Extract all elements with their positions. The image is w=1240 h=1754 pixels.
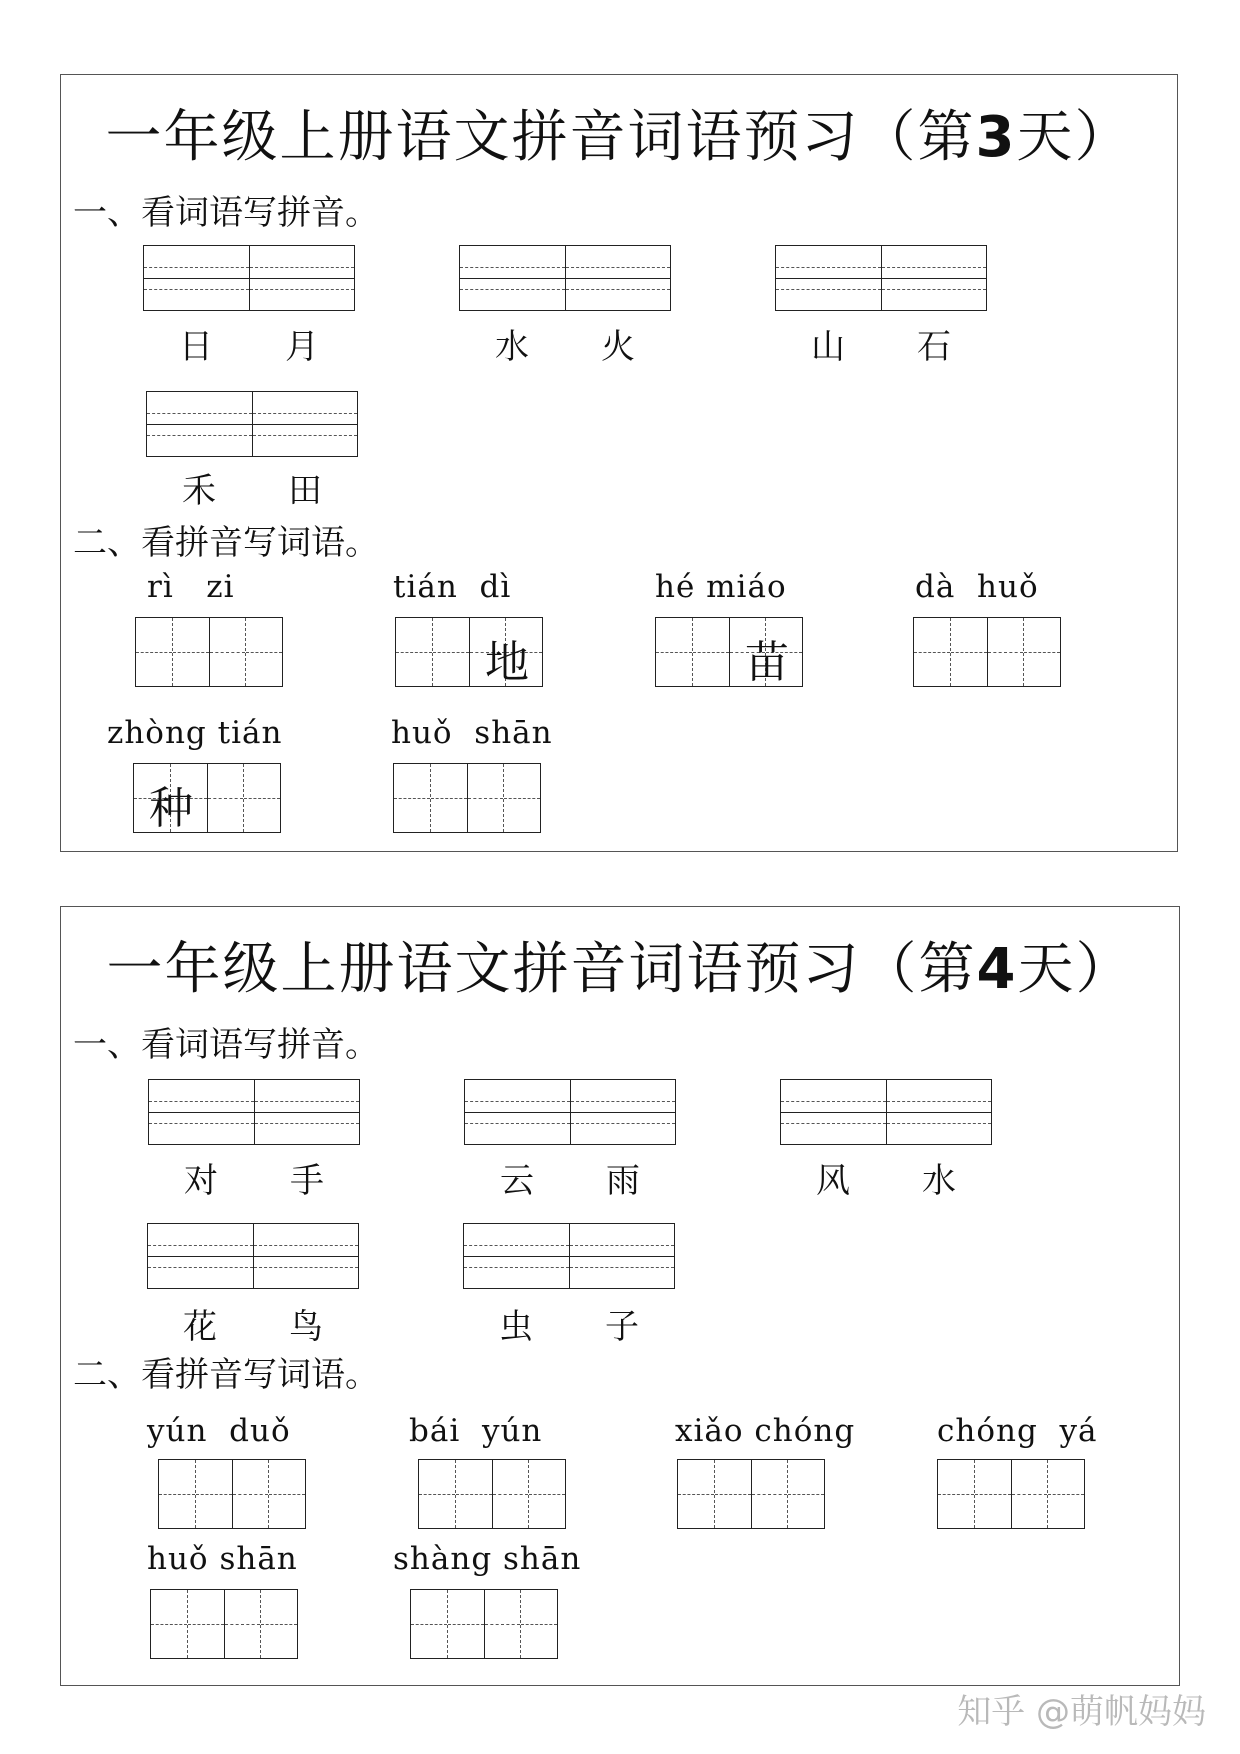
character: 雨 — [606, 1161, 640, 1201]
pinyin-label: chóng yá — [937, 1413, 1098, 1449]
character: 水 — [922, 1161, 956, 1201]
character-writing-grid[interactable] — [913, 617, 1061, 687]
pinyin-label: rì zi — [147, 569, 235, 605]
word-characters — [147, 1299, 359, 1348]
character-writing-grid[interactable] — [418, 1459, 566, 1529]
character-writing-grid[interactable] — [937, 1459, 1085, 1529]
word-characters — [775, 319, 987, 368]
worksheet-title — [61, 93, 1177, 173]
character: 田 — [288, 471, 322, 511]
character: 虫 — [499, 1307, 533, 1347]
character-writing-grid[interactable] — [133, 763, 281, 833]
word-characters — [780, 1153, 992, 1202]
pinyin-writing-grid[interactable] — [147, 1223, 359, 1289]
word-characters — [464, 1153, 676, 1202]
pinyin-writing-grid[interactable] — [775, 245, 987, 311]
prefilled-character: 种 — [149, 783, 193, 834]
day-number: 3 — [975, 105, 1017, 170]
word-characters — [143, 319, 355, 368]
pinyin-label: tián dì — [393, 569, 512, 605]
character: 子 — [605, 1307, 639, 1347]
word-characters — [146, 463, 358, 512]
character: 鸟 — [289, 1307, 323, 1347]
pinyin-label: bái yún — [409, 1413, 543, 1449]
worksheet-day-3 — [60, 74, 1178, 852]
pinyin-label: yún duǒ — [147, 1413, 291, 1449]
prefilled-character: 地 — [485, 637, 529, 688]
character: 火 — [601, 327, 635, 367]
title-suffix: 天） — [1016, 105, 1133, 170]
prefilled-character: 苗 — [745, 637, 789, 688]
character: 石 — [917, 327, 951, 367]
character-writing-grid[interactable] — [677, 1459, 825, 1529]
section-heading-write-words: 二、看拼音写词语。 — [73, 1355, 379, 1395]
character-writing-grid[interactable] — [655, 617, 803, 687]
section-heading-write-pinyin: 一、看词语写拼音。 — [73, 1025, 379, 1065]
pinyin-label: huǒ shān — [147, 1541, 298, 1577]
pinyin-label: zhòng tián — [107, 715, 283, 751]
day-number: 4 — [976, 937, 1018, 1002]
character: 山 — [811, 327, 845, 367]
character: 对 — [184, 1161, 218, 1201]
pinyin-writing-grid[interactable] — [148, 1079, 360, 1145]
word-characters — [459, 319, 671, 368]
pinyin-label: shàng shān — [393, 1541, 582, 1577]
character: 手 — [290, 1161, 324, 1201]
character-writing-grid[interactable] — [158, 1459, 306, 1529]
character-writing-grid[interactable] — [393, 763, 541, 833]
pinyin-writing-grid[interactable] — [146, 391, 358, 457]
pinyin-label: hé miáo — [655, 569, 787, 605]
pinyin-writing-grid[interactable] — [463, 1223, 675, 1289]
title-prefix: 一年级上册语文拼音词语预习（第 — [105, 105, 976, 170]
character: 花 — [183, 1307, 217, 1347]
title-prefix: 一年级上册语文拼音词语预习（第 — [106, 937, 977, 1002]
pinyin-writing-grid[interactable] — [464, 1079, 676, 1145]
character-writing-grid[interactable] — [135, 617, 283, 687]
pinyin-label: dà huǒ — [915, 569, 1039, 605]
character: 日 — [179, 327, 213, 367]
character-writing-grid[interactable] — [150, 1589, 298, 1659]
character: 云 — [500, 1161, 534, 1201]
pinyin-writing-grid[interactable] — [143, 245, 355, 311]
character-writing-grid[interactable] — [395, 617, 543, 687]
character: 月 — [285, 327, 319, 367]
title-suffix: 天） — [1017, 937, 1134, 1002]
character: 禾 — [182, 471, 216, 511]
character: 水 — [495, 327, 529, 367]
worksheet-title — [61, 925, 1179, 1005]
section-heading-write-words: 二、看拼音写词语。 — [73, 523, 379, 563]
section-heading-write-pinyin: 一、看词语写拼音。 — [73, 193, 379, 233]
word-characters — [463, 1299, 675, 1348]
pinyin-label: huǒ shān — [391, 715, 553, 751]
pinyin-label: xiǎo chóng — [675, 1413, 856, 1449]
watermark: 知乎 @萌帆妈妈 — [957, 1692, 1206, 1732]
worksheet-day-4 — [60, 906, 1180, 1686]
pinyin-writing-grid[interactable] — [780, 1079, 992, 1145]
pinyin-writing-grid[interactable] — [459, 245, 671, 311]
character-writing-grid[interactable] — [410, 1589, 558, 1659]
word-characters — [148, 1153, 360, 1202]
character: 风 — [816, 1161, 850, 1201]
